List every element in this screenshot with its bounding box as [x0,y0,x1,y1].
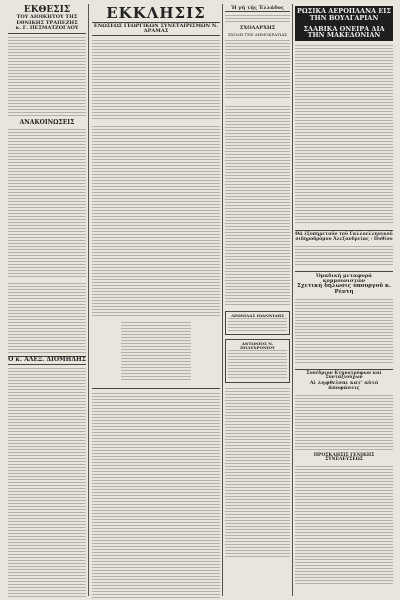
text-block [92,126,220,316]
head-apofaseis: Αἱ ληφθεῖσαι κατ' αὐτὸ ἀποφάσεις [309,380,379,392]
text-block [8,129,86,279]
subtitle-enoseos: ΕΝΩΣΕΩΣ ΓΕΩΡΓΙΚΩΝ ΣΥΝΕΤΑΙΡΙΣΜΩΝ Ν. ΔΡΑΜΑΣ [92,22,220,37]
head-omadiki: Ὁμαδική μεταφορά κομμουνιστῶν [295,271,393,285]
title-ekklisis: ΕΚΚΛΗΣΙΣ [106,4,206,22]
column-rule [292,4,293,596]
text-block [228,318,287,332]
text-block [295,466,393,586]
text-block [295,299,393,364]
column-3 [225,0,290,600]
text-block [8,37,86,117]
text-block [295,395,393,450]
ad-name: ΛΕΩΝΙΔΑΣ ΙΩΑΝΝΙΔΗΣ [230,312,285,318]
text-block [92,40,220,120]
headline-line-4: κ. Γ. ΠΕΣΜΑΤΖΟΓΛΟΥ [8,26,86,34]
box-title: ΣΧΟΛΑΡΧΗΣ [239,25,276,32]
divider [92,388,220,389]
text-block [225,40,290,100]
text-block [8,283,86,353]
ad-name: ΑΝΤΩΝΙΟΣ Ν. ΠΟΛΥΧΡΟΝΙΟΥ [240,340,275,350]
text-block [225,106,290,306]
header-gi-tis-ellados: Ἡ γῆ τῆς Ἐλλάδος [225,6,290,12]
column-1 [8,0,86,600]
text-block [295,45,393,225]
column-2 [92,0,220,600]
caption-diomidis: Ο κ. ΑΛΕΞ. ΔΙΟΜΗΔΗΣ [8,356,86,364]
headline-line-3: ΕΘΝΙΚΗΣ ΤΡΑΠΕΖΗΣ [16,19,78,26]
head-sidirodromou: σιδηροδρόμου Ἀλεξανδρείας - Πυθίου [295,236,393,242]
column-rule [222,4,223,596]
text-block [295,246,393,266]
section-anakoinoseis: ΑΝΑΚΟΙΝΩΣΕΙΣ [19,119,75,127]
headline-line-2: ΤΟΥ ΔΙΟΙΚΗΤΟΥ ΤΗΣ [16,14,78,21]
head-synedrion: Συνέδριον Κτηνοτρόφων καί Συνταξιούχων [295,369,393,381]
text-block [225,388,290,558]
head-dilosis: Σχετική δήλωσις ὑπουργοῦ κ. Ρέντη [296,283,392,295]
announce-prosklisis: ΠΡΟΣΚΛΗΣΙΣ ΓΕΝΙΚΗΣ ΣΥΝΕΛΕΥΣΕΩΣ [313,452,375,463]
ad-box-1 [225,311,290,335]
headline-rosika: ΡΩΣΙΚΑ ΑΕΡΟΠΛΑΝΑ ΕΙΣ ΤΗΝ ΒΟΥΛΓΑΡΙΑΝ [295,6,393,24]
column-rule [88,4,89,596]
ad-box-2 [225,339,290,383]
text-block [8,368,86,598]
text-block [92,393,220,600]
text-block [225,15,290,23]
column-4 [295,0,393,600]
box-subtitle: ΣΧΟΛΗ ΤΗΣ ΔΗΜΟΚΡΑΤΙΑΣ [227,31,288,37]
headline-ekthesis: ΕΚΘΕΣΙΣ [23,5,71,15]
signatures-block [121,322,191,382]
head-gallo: Θά ἐξυπηρετοῦν τοῦ Γαλλοελληνικοῦ [295,232,393,238]
text-block [228,350,287,380]
headline-slavika: ΣΛΑΒΙΚΑ ΟΝΕΙΡΑ ΔΙΑ ΤΗΝ ΜΑΚΕΔΟΝΙΑΝ [295,24,393,42]
